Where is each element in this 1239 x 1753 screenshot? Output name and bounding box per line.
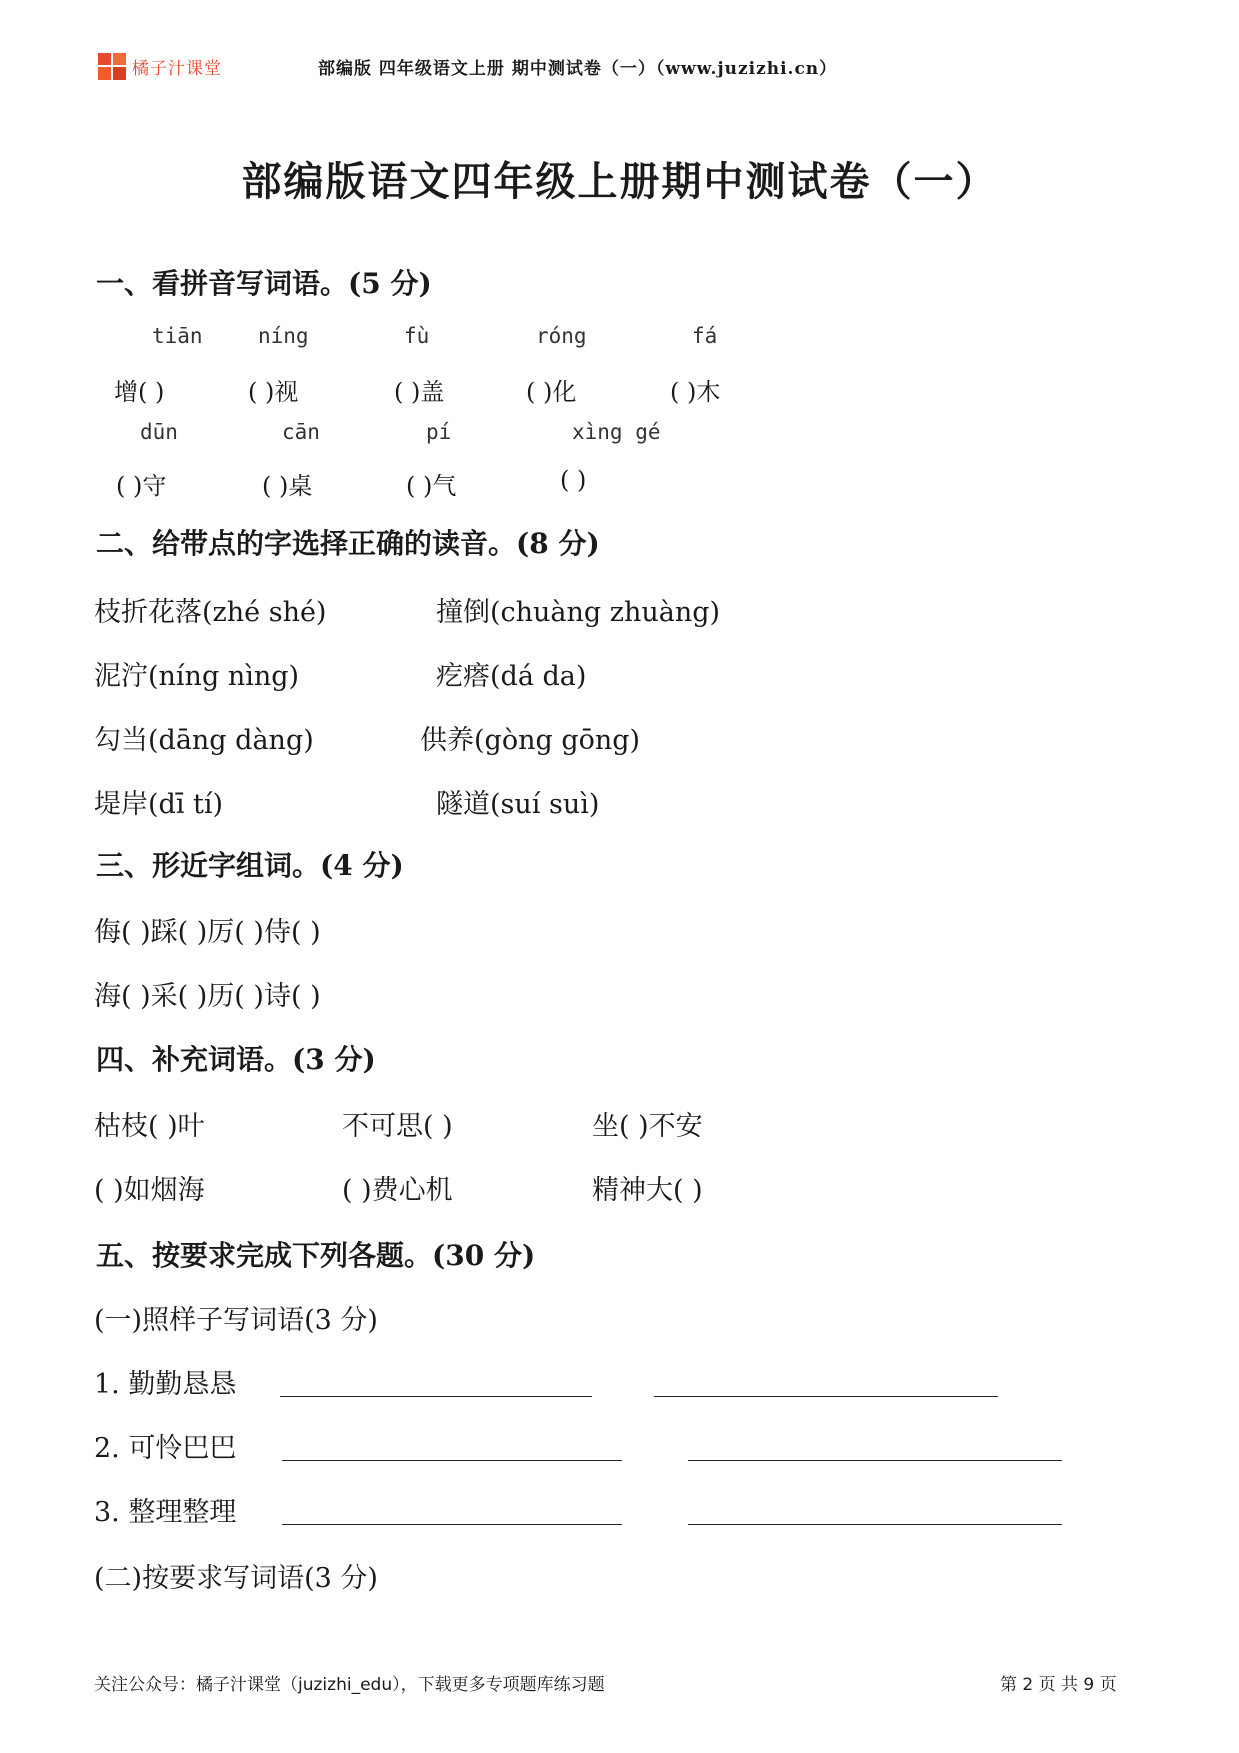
logo-icon [98,51,128,81]
subsection-heading: (二)按要求写词语(3 分) [94,1563,378,1594]
word-blank[interactable]: ( )视 [248,378,299,406]
word-blank[interactable]: ( )盖 [394,378,445,406]
answer-line[interactable] [282,1460,622,1461]
word-blank[interactable]: ( )守 [116,472,167,500]
word-blank[interactable]: ( ) [560,466,587,494]
answer-line[interactable] [280,1396,592,1397]
section-5-heading: 五、按要求完成下列各题。(30 分) [96,1239,536,1272]
reading-choice[interactable]: 堤岸(dī tí) [94,789,224,820]
pinyin: róng [536,324,587,348]
similar-char-line[interactable]: 侮( )踩( )厉( )侍( ) [94,917,321,948]
document-title: 部编版语文四年级上册期中测试卷（一） [241,158,998,205]
answer-line[interactable] [654,1396,998,1397]
section-4-heading: 四、补充词语。(3 分) [96,1043,376,1076]
header-title: 部编版 四年级语文上册 期中测试卷（一）（www.juzizhi.cn） [318,59,838,79]
idiom-blank[interactable]: 精神大( ) [592,1175,703,1206]
pinyin: dūn [140,420,178,444]
similar-char-line[interactable]: 海( )采( )历( )诗( ) [94,981,321,1012]
word-blank[interactable]: ( )桌 [262,472,313,500]
idiom-blank[interactable]: 枯枝( )叶 [94,1111,205,1142]
reading-choice[interactable]: 供养(gòng gōng) [420,725,641,756]
page-header [98,48,1158,88]
reading-choice[interactable]: 泥泞(níng nìng) [94,661,300,692]
brand-logo [98,48,238,84]
example-word: 2. 可怜巴巴 [94,1433,237,1464]
example-word: 3. 整理整理 [94,1497,237,1528]
word-blank[interactable]: ( )气 [406,472,457,500]
answer-line[interactable] [688,1524,1062,1525]
reading-choice[interactable]: 勾当(dāng dàng) [94,725,314,756]
section-3-heading: 三、形近字组词。(4 分) [96,849,404,882]
pinyin: níng [258,324,309,348]
pinyin: fá [692,324,718,348]
word-blank[interactable]: 增( ) [114,378,165,406]
idiom-blank[interactable]: 不可思( ) [342,1111,453,1142]
logo-text: 橘子汁课堂 [132,58,222,79]
subsection-heading: (一)照样子写词语(3 分) [94,1305,378,1336]
pinyin: tiān [152,324,203,348]
pinyin: xìng gé [572,420,661,444]
word-blank[interactable]: ( )化 [526,378,577,406]
page-number: 第 2 页 共 9 页 [1000,1675,1117,1695]
idiom-blank[interactable]: ( )如烟海 [94,1175,205,1206]
idiom-blank[interactable]: 坐( )不安 [592,1111,703,1142]
answer-line[interactable] [282,1524,622,1525]
footer-note: 关注公众号：橘子汁课堂（juzizhi_edu），下载更多专项题库练习题 [94,1675,605,1695]
pinyin: cān [282,420,320,444]
example-word: 1. 勤勤恳恳 [94,1369,237,1400]
answer-line[interactable] [688,1460,1062,1461]
pinyin: pí [426,420,452,444]
pinyin: fù [404,324,430,348]
reading-choice[interactable]: 隧道(suí suì) [436,789,600,820]
word-blank[interactable]: ( )木 [670,378,721,406]
section-2-heading: 二、给带点的字选择正确的读音。(8 分) [96,527,600,560]
reading-choice[interactable]: 枝折花落(zhé shé) [94,597,327,628]
section-1-heading: 一、看拼音写词语。(5 分) [96,267,432,300]
idiom-blank[interactable]: ( )费心机 [342,1175,453,1206]
reading-choice[interactable]: 撞倒(chuàng zhuàng) [436,597,721,628]
reading-choice[interactable]: 疙瘩(dá da) [436,661,587,692]
